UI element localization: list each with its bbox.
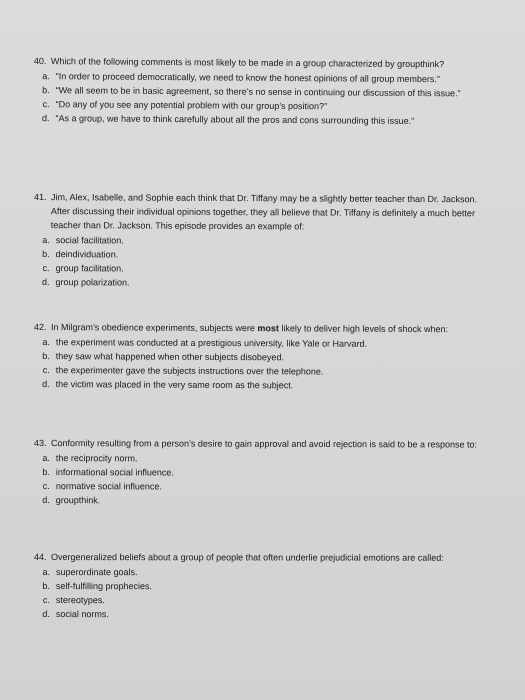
option-text: social norms. — [55, 609, 109, 620]
question-text — [51, 320, 474, 336]
question-stem — [34, 550, 474, 565]
option-letter: d. — [41, 277, 50, 288]
option-letter: d. — [41, 113, 50, 124]
answer-options — [34, 335, 474, 393]
option-a[interactable] — [34, 451, 479, 467]
answer-options — [33, 69, 489, 129]
question-number: 43. — [33, 438, 47, 449]
question-text-part: likely to deliver high levels of shock when: — [278, 323, 449, 335]
question-number: 44. — [33, 552, 47, 563]
option-text: “Do any of you see any potential problem with our group’s position?” — [55, 99, 328, 112]
option-letter: d. — [42, 379, 50, 390]
option-d[interactable] — [33, 111, 489, 129]
answer-options — [34, 565, 474, 622]
option-c[interactable] — [34, 479, 479, 495]
question-text: Overgeneralized beliefs about a group of people that often underlie prejudicial emotions are called: — [50, 552, 444, 563]
question-number: 42. — [33, 321, 47, 333]
question-40 — [33, 54, 490, 129]
option-letter: a. — [42, 567, 50, 578]
option-letter: b. — [42, 581, 50, 592]
question-text-part: In Milgram’s obedience experiments, subjects were — [50, 322, 258, 334]
emphasis-word: most — [257, 323, 279, 334]
option-text: the reciprocity norm. — [55, 453, 138, 464]
question-42 — [34, 320, 474, 393]
option-text: normative social influence. — [55, 481, 162, 492]
option-text: “In order to proceed democratically, we need to know the honest opinions of all group members.” — [55, 71, 440, 85]
question-44 — [34, 550, 474, 622]
option-a[interactable] — [34, 565, 474, 580]
option-letter: b. — [42, 249, 50, 260]
option-b[interactable] — [34, 579, 474, 594]
option-text: “As a group, we have to think carefully about all the pros and cons surrounding this issue.” — [55, 113, 415, 126]
option-d[interactable] — [34, 493, 479, 509]
option-letter: c. — [42, 595, 50, 606]
option-letter: c. — [42, 365, 50, 376]
option-c[interactable] — [34, 593, 474, 608]
option-text: stereotypes. — [55, 595, 105, 606]
option-letter: a. — [42, 453, 50, 464]
option-letter: c. — [42, 99, 50, 110]
option-letter: b. — [42, 351, 50, 362]
option-text: superordinate goals. — [55, 567, 138, 578]
option-text: group polarization. — [55, 277, 130, 288]
question-number: 41. — [33, 191, 47, 203]
option-text: the experimenter gave the subjects instructions over the telephone. — [55, 365, 324, 377]
option-text: deindividuation. — [55, 249, 119, 260]
question-text: Conformity resulting from a person’s desire to gain approval and avoid rejection is said to be a response to: — [50, 438, 478, 450]
option-d[interactable] — [34, 377, 474, 393]
option-text: the victim was placed in the very same room as the subject. — [55, 379, 294, 391]
option-letter: a. — [42, 235, 50, 246]
question-43 — [34, 436, 479, 509]
option-d[interactable] — [34, 607, 474, 622]
answer-options — [34, 451, 479, 509]
option-letter: d. — [42, 495, 50, 506]
answer-options — [33, 233, 493, 291]
option-text: the experiment was conducted at a prestigious university, like Yale or Harvard. — [55, 337, 368, 349]
option-letter: a. — [42, 337, 50, 348]
option-text: “We all seem to be in basic agreement, so there’s no sense in continuing our discussion of this issue.” — [55, 85, 461, 99]
option-letter: d. — [42, 609, 50, 620]
question-text: Which of the following comments is most likely to be made in a group characterized by groupthink? — [50, 56, 445, 70]
option-letter: c. — [42, 481, 50, 492]
question-stem — [34, 320, 474, 336]
option-letter: a. — [42, 71, 50, 82]
option-letter: c. — [42, 263, 50, 274]
question-41 — [33, 190, 494, 291]
option-text: groupthink. — [55, 495, 101, 506]
question-text: Jim, Alex, Isabelle, and Sophie each think that Dr. Tiffany may be a slightly better teacher than Dr. Jackson. After discussing their individual opinions together, they all believe that Dr. Tiffany is definitely a much better teacher than Dr. Jackson. This episode provides an example of: — [50, 192, 478, 232]
option-text: informational social influence. — [55, 467, 174, 478]
option-text: self-fulfilling prophecies. — [55, 581, 152, 592]
option-b[interactable] — [34, 465, 479, 481]
option-text: they saw what happened when other subjects disobeyed. — [55, 351, 284, 363]
option-letter: b. — [42, 85, 50, 96]
question-stem — [34, 190, 494, 234]
option-text: social facilitation. — [55, 235, 124, 246]
option-d[interactable] — [33, 275, 493, 291]
question-stem — [34, 436, 479, 452]
option-text: group facilitation. — [55, 263, 124, 274]
question-number: 40. — [33, 55, 47, 67]
option-letter: b. — [42, 467, 50, 478]
